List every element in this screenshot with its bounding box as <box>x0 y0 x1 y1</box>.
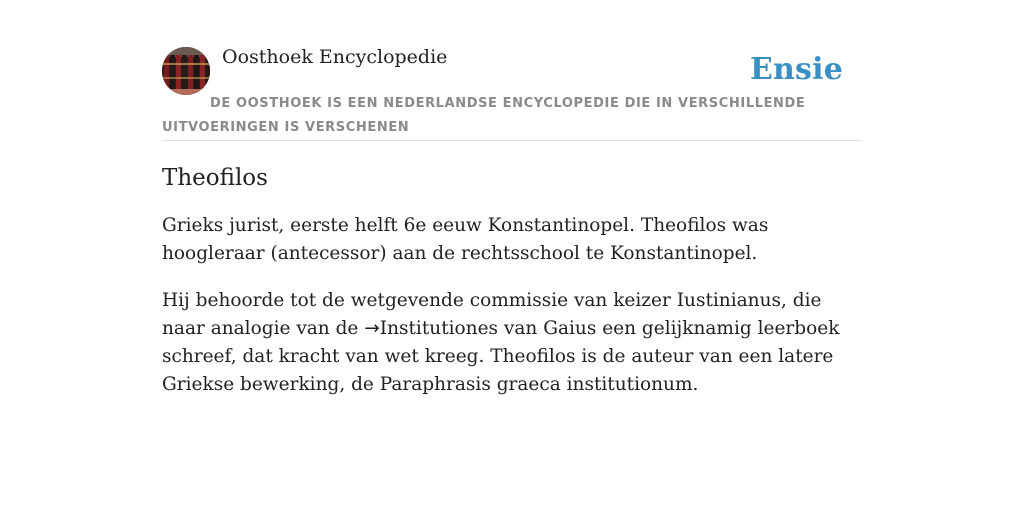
site-name[interactable]: Oosthoek Encyclopedie <box>222 46 448 68</box>
article <box>162 162 862 418</box>
site-header <box>162 46 862 141</box>
arrow-right-icon: → <box>364 318 380 339</box>
article-paragraph: Grieks jurist, eerste helft 6e eeuw Konstantinopel. Theofilos was hoogleraar (antecessor) aan de rechtsschool te Konstantinopel. <box>162 215 769 264</box>
avatar[interactable] <box>162 47 210 95</box>
site-tagline: DE OOSTHOEK IS EEN NEDERLANDSE ENCYCLOPEDIE DIE IN VERSCHILLENDE UITVOERINGEN IS VERSCHENEN <box>162 96 806 135</box>
article-paragraph <box>162 287 862 399</box>
paragraph-text: Hij behoorde tot de wetgevende commissie van keizer Iustinianus, die naar analogie van de <box>162 290 822 339</box>
bookshelf-photo-icon <box>162 47 210 95</box>
crossref-link[interactable] <box>364 318 498 339</box>
article-title: Theofilos <box>162 165 268 191</box>
crossref-link-text: Institutiones <box>379 318 499 339</box>
brand-logo[interactable]: Ensie <box>749 52 843 87</box>
paragraph-text: van Gaius een gelijknamig leerboek schreef, dat kracht van wet kreeg. Theofilos is de auteur van een latere Griekse bewerking, de Paraphrasis graeca institutionum. <box>162 318 840 395</box>
